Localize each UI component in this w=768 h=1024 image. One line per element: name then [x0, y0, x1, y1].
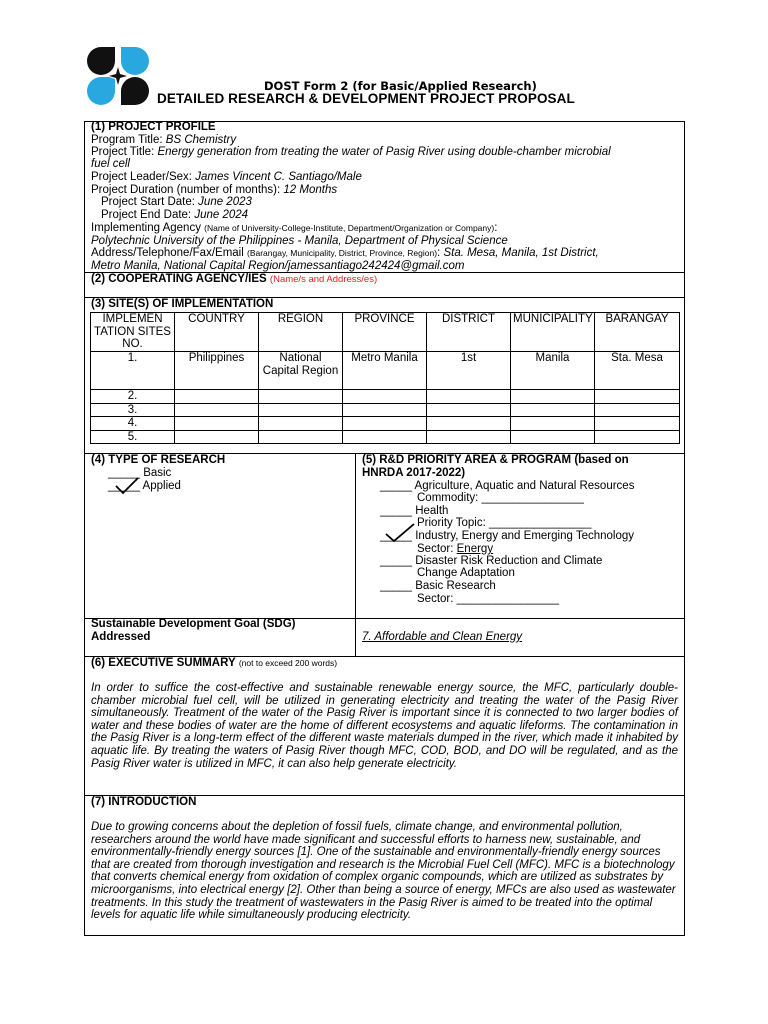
project-title-row: [91, 146, 611, 159]
priority-topic-label: Priority Topic: ________________: [417, 517, 592, 529]
project-leader-label: Project Leader/Sex:: [91, 171, 193, 183]
project-end-value: June 2024: [194, 209, 249, 221]
program-title-row: [91, 134, 236, 147]
agri-label: Agriculture, Aquatic and Natural Resources: [414, 480, 635, 492]
implementing-agency-colon: :: [494, 222, 498, 234]
executive-summary-heading-row: [91, 657, 337, 670]
applied-check-icon: [114, 476, 140, 496]
health-option: [380, 505, 448, 518]
address-label: Address/Telephone/Fax/Email: [91, 247, 244, 259]
introduction-heading: (7) INTRODUCTION: [91, 796, 197, 808]
address-value-cont: Metro Manila, National Capital Region/jamessantiago242424@gmail.com: [91, 260, 465, 272]
cell-no: 2.: [91, 390, 175, 404]
sdg-label-2: Addressed: [91, 631, 151, 643]
document-title: DETAILED RESEARCH & DEVELOPMENT PROJECT PROPOSAL: [157, 91, 575, 106]
project-leader-value: James Vincent C. Santiago/Male: [195, 171, 362, 183]
health-blank: _____: [380, 505, 412, 517]
disaster-label-cont: Change Adaptation: [417, 567, 515, 579]
table-row: [91, 430, 680, 444]
implementing-agency-value: Polytechnic University of the Philippines - Manila, Department of Physical Science: [91, 235, 508, 247]
project-duration-value: 12 Months: [283, 184, 338, 196]
introduction-text: Due to growing concerns about the depletion of fossil fuels, climate change, and environmental pollution, researchers around the world have made significant and successful efforts to harness new, sustainable, and environmentally-friendly energy sources [1]. One of the sustainable and environmentally-friendly energy sources that are created from thorough investigation and research is the Microbial Fuel Cell (MFC). MFC is a biotechnology that converts chemical energy from oxidation of complex organic compounds, which are utilized as substrates by microorganisms, into electrical energy [2]. Other than being a source of energy, MFCs are also used as wastewater treatments. In this study the treatment of wastewaters in the Pasig River is aimed to be treated into the optimal levels for aquatic life while simultaneously producing electricity.: [91, 821, 676, 922]
project-duration-row: [91, 184, 337, 197]
commodity-label: Commodity: ________________: [417, 492, 584, 504]
table-row: [91, 403, 680, 417]
agri-blank: _____: [380, 480, 412, 492]
table-header-row: [91, 313, 680, 352]
cell-municipality: Manila: [511, 352, 595, 390]
project-title-label: Project Title:: [91, 146, 155, 158]
address-colon: :: [437, 247, 441, 259]
project-start-label: Project Start Date:: [101, 196, 195, 208]
cell-district: 1st: [427, 352, 511, 390]
disaster-blank: _____: [380, 555, 412, 567]
agri-option: [380, 480, 634, 493]
table-row: [91, 352, 680, 390]
program-title-label: Program Title:: [91, 134, 163, 146]
project-leader-row: [91, 171, 362, 184]
basic-research-label: Basic Research: [415, 580, 496, 592]
basic-research-blank: _____: [380, 580, 412, 592]
program-title-value: BS Chemistry: [165, 134, 237, 146]
basic-checkbox-line: _____: [108, 467, 140, 479]
dost-logo: [84, 46, 152, 106]
applied-checkbox-line: _____: [108, 480, 140, 492]
executive-summary-note: (not to exceed 200 words): [238, 658, 338, 668]
cell-country: Philippines: [175, 352, 259, 390]
cooperating-note: (Name/s and Address/es): [269, 274, 378, 285]
address-value: Sta. Mesa, Manila, 1st District,: [443, 247, 599, 259]
research-type-heading: (4) TYPE OF RESEARCH: [91, 454, 226, 466]
col-municipality: MUNICIPALITY: [511, 313, 595, 352]
project-end-label: Project End Date:: [101, 209, 192, 221]
disaster-label: Disaster Risk Reduction and Climate: [415, 555, 603, 567]
implementing-agency-note: (Name of University-College-Institute, Department/Organization or Company): [204, 223, 495, 233]
project-title-value: Energy generation from treating the water of Pasig River using double-chamber microbial: [157, 146, 611, 158]
executive-summary-heading: (6) EXECUTIVE SUMMARY: [91, 657, 236, 669]
project-start-value: June 2023: [198, 196, 252, 208]
table-row: [91, 417, 680, 431]
cell-region: National Capital Region: [259, 352, 343, 390]
cell-province: Metro Manila: [343, 352, 427, 390]
sites-heading: (3) SITE(S) OF IMPLEMENTATION: [91, 298, 274, 310]
industry-check-icon: [384, 522, 416, 544]
form-label: DOST Form 2 (for Basic/Applied Research): [264, 79, 537, 93]
applied-label: Applied: [142, 480, 181, 492]
col-region: REGION: [259, 313, 343, 352]
basic-research-option: [380, 580, 496, 593]
implementing-agency-row: [91, 222, 497, 235]
sites-table: [90, 312, 680, 444]
address-note: (Barangay, Municipality, District, Province, Region): [246, 248, 438, 258]
disaster-option: [380, 555, 602, 568]
industry-label: Industry, Energy and Emerging Technology: [415, 530, 635, 542]
project-duration-label: Project Duration (number of months):: [91, 184, 281, 196]
priority-heading-2: HNRDA 2017-2022): [362, 467, 466, 479]
project-start-row: [101, 196, 252, 209]
column-divider: [355, 453, 356, 656]
cell-no: 3.: [91, 403, 175, 417]
cooperating-heading: (2) COOPERATING AGENCY/IES: [91, 273, 267, 285]
table-row: [91, 390, 680, 404]
address-row: [91, 247, 599, 260]
priority-heading-1: (5) R&D PRIORITY AREA & PROGRAM (based on: [362, 454, 629, 466]
cooperating-row: [91, 273, 377, 287]
implementing-agency-label: Implementing Agency: [91, 222, 201, 234]
sector-row: [417, 543, 493, 556]
basic-label: Basic: [143, 467, 172, 479]
cell-barangay: Sta. Mesa: [595, 352, 680, 390]
cell-no: 1.: [91, 352, 175, 390]
col-barangay: BARANGAY: [595, 313, 680, 352]
project-profile-heading: (1) PROJECT PROFILE: [91, 121, 216, 133]
project-title-value-cont: fuel cell: [91, 158, 130, 170]
col-province: PROVINCE: [343, 313, 427, 352]
col-sites: IMPLEMEN TATION SITES NO.: [91, 313, 175, 352]
sdg-value: 7. Affordable and Clean Energy: [362, 631, 523, 643]
executive-summary-text: In order to suffice the cost-effective and sustainable renewable energy source, the MFC, particularly double-chamber microbial fuel cell, will be utilized in generating electricity and treating the water of the Pasig River simultaneously. Treatment of the water of the Pasig River is important since it is connected to two larger bodies of water and these bodies of water are the home of different ecosystems and aquatic lifeforms. The contamination in the Pasig River is a long-term effect of the different waste materials dumped in the river, which made it inhabited by aquatic life. By treating the waters of Pasig River though MFC, COD, BOD, and DO will be regulated, and as the Pasig River water is utilized in MFC, it can also help generate electricity.: [91, 682, 678, 770]
col-district: DISTRICT: [427, 313, 511, 352]
industry-blank: _____: [380, 530, 412, 542]
health-label: Health: [415, 505, 449, 517]
project-end-row: [101, 209, 248, 222]
sdg-label-1: Sustainable Development Goal (SDG): [91, 618, 296, 630]
industry-option: [380, 530, 634, 543]
sector-blank-label: Sector: ________________: [417, 593, 559, 605]
col-country: COUNTRY: [175, 313, 259, 352]
cell-no: 4.: [91, 417, 175, 431]
cell-no: 5.: [91, 430, 175, 444]
sector-value: Energy: [456, 543, 494, 555]
sector-label: Sector:: [417, 543, 454, 555]
